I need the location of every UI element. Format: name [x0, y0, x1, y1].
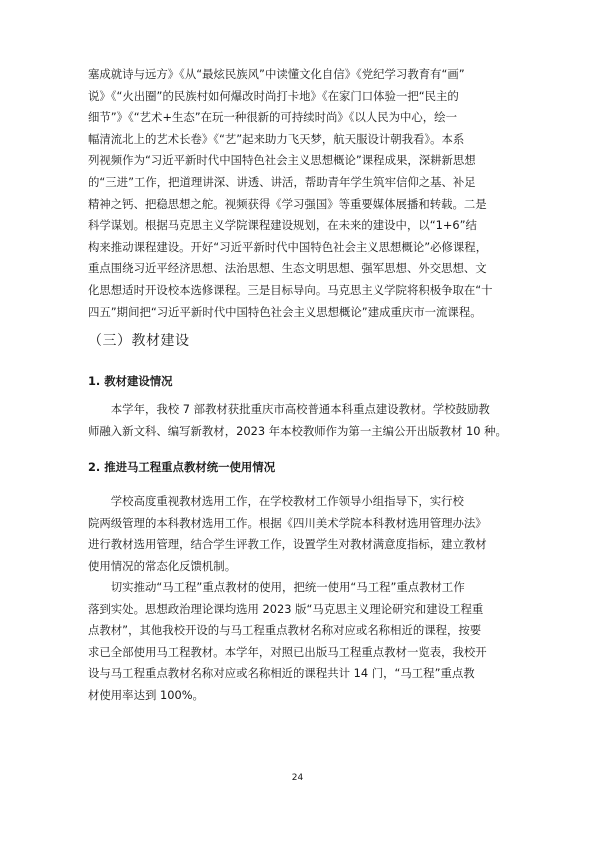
text-line: 的“三进”工作，把道理讲深、讲透、讲活，帮助青年学生筑牢信仰之基、补足 — [88, 174, 476, 189]
section-title: （三）教材建设 — [88, 333, 190, 349]
subsection-title-textbook-construction: 1. 教材建设情况 — [88, 374, 173, 388]
text-line: 点教材”，其他我校开设的与马工程重点教材名称对应或名称相近的课程，按要 — [88, 623, 482, 638]
page-number: 24 — [291, 773, 304, 783]
text-line: 材使用率达到 100%。 — [88, 687, 204, 702]
text-line: 设与马工程重点教材名称对应或名称相近的课程共计 14 门，“马工程”重点教 — [88, 666, 475, 681]
text-line: 四五”期间把“习近平新时代中国特色社会主义思想概论”建成重庆市一流课程。 — [88, 304, 482, 319]
text-line: 进行教材选用管理，结合学生评教工作，设置学生对教材满意度指标，建立教材 — [88, 537, 487, 552]
subsection-title-mgc-textbooks: 2. 推进马工程重点教材统一使用情况 — [88, 460, 276, 474]
text-line: 师融入新文科、编写新教材，2023 年本校教师作为第一主编公开出版教材 10 种。 — [88, 423, 507, 438]
text-line: 列视频作为“习近平新时代中国特色社会主义思想概论”课程成果，深耕新思想 — [88, 153, 476, 168]
text-line: 塞成就诗与远方》《从“最炫民族风”中读懂文化自信》《党纪学习教育有“画” — [88, 67, 465, 81]
text-line: 使用情况的常态化反馈机制。 — [88, 558, 237, 573]
text-line: 求已全部使用马工程教材。本学年，对照已出版马工程重点教材一览表，我校开 — [88, 644, 487, 659]
text-line: 说》《“火出圈”的民族村如何爆改时尚打卡地》《在家门口体验一把“民主的 — [88, 88, 459, 103]
paragraph-textbook-construction — [88, 399, 508, 442]
text-line: 学校高度重视教材选用工作，在学校教材工作领导小组指导下，实行校 — [88, 494, 464, 508]
paragraph-mgc-usage — [88, 577, 508, 707]
text-line: 本学年，我校 7 部教材获批重庆市高校普通本科重点建设教材。学校鼓励教 — [88, 402, 490, 416]
text-line: 科学谋划。根据马克思主义学院课程建设规划，在未来的建设中，以“1+6”结 — [88, 218, 477, 233]
text-line: 切实推动“马工程”重点教材的使用，把统一使用“马工程”重点教材工作 — [88, 580, 465, 594]
text-line: 精神之钙、把稳思想之舵。视频获得《学习强国》等重要媒体展播和转载。二是 — [88, 196, 487, 211]
text-line: 细节”》《“艺术+生态”在玩一种很新的可持续时尚》《以人民为中心，绘一 — [88, 110, 457, 125]
paragraph-course-achievements — [88, 64, 508, 323]
text-line: 幅清流北上的艺术长卷》《“艺”起来助力飞天梦，航天服设计朝我看》。本系 — [88, 131, 465, 146]
text-line: 院两级管理的本科教材选用工作。根据《四川美术学院本科教材选用管理办法》 — [88, 515, 487, 530]
text-line: 重点围绕习近平经济思想、法治思想、生态文明思想、强军思想、外交思想、文 — [88, 261, 487, 276]
text-line: 构来推动课程建设。开好“习近平新时代中国特色社会主义思想概论”必修课程， — [88, 239, 488, 254]
paragraph-textbook-selection — [88, 491, 508, 577]
text-line: 化思想适时开设校本选修课程。三是目标导向。马克思主义学院将积极争取在“十 — [88, 282, 493, 297]
text-line: 落到实处。思想政治理论课均选用 2023 版“马克思主义理论研究和建设工程重 — [88, 601, 484, 616]
